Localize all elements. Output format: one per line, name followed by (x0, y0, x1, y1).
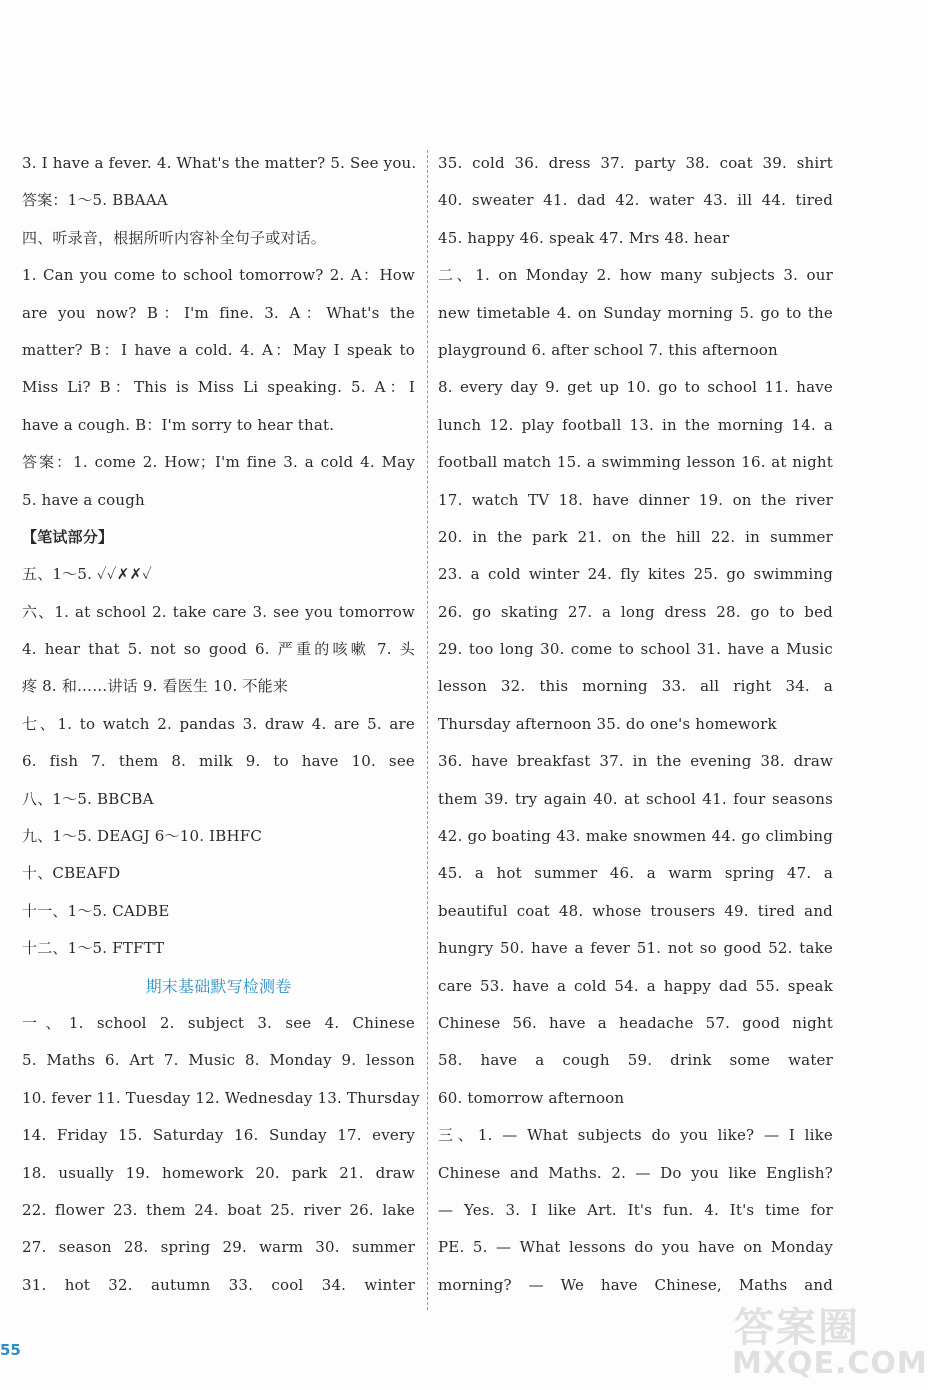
text-line: Chinese 56. have a headache 57. good night (438, 1013, 833, 1032)
text-line: 35. cold 36. dress 37. party 38. coat 39. shirt (438, 154, 833, 172)
watermark-top-text: 答案圈 (734, 1305, 860, 1351)
text-line: 疼 8. 和……讲话 9. 看医生 10. 不能来 (22, 677, 289, 696)
text-line: 45. a hot summer 46. a warm spring 47. a (438, 864, 833, 883)
watermark-logo (728, 1296, 928, 1384)
text-line: them 39. try again 40. at school 41. four seasons (438, 789, 833, 808)
text-line: 18. usually 19. homework 20. park 21. draw (22, 1163, 415, 1182)
text-line: Thursday afternoon 35. do one's homework (438, 714, 777, 733)
text-line: beautiful coat 48. whose trousers 49. tired and (438, 901, 833, 920)
text-line: 答案：1. come 2. How；I'm fine 3. a cold 4. May (22, 453, 415, 472)
right-column (438, 145, 833, 1304)
text-line: — Yes. 3. I like Art. It's fun. 4. It's time for (438, 1200, 833, 1219)
text-line: morning? — We have Chinese, Maths and (438, 1275, 833, 1294)
text-line: 1. Can you come to school tomorrow? 2. A：How (22, 266, 415, 285)
text-line: 45. happy 46. speak 47. Mrs 48. hear (438, 228, 730, 247)
text-line: 10. fever 11. Tuesday 12. Wednesday 13. Thursday (22, 1088, 420, 1107)
text-line: 36. have breakfast 37. in the evening 38. draw (438, 752, 833, 771)
text-line: care 53. have a cold 54. a happy dad 55. speak (438, 976, 833, 995)
text-line: Chinese and Maths. 2. — Do you like English? (438, 1163, 833, 1182)
text-line: 23. a cold winter 24. fly kites 25. go swimming (438, 565, 833, 584)
text-line: 3. I have a fever. 4. What's the matter? 5. See you. (22, 154, 417, 172)
text-line: 14. Friday 15. Saturday 16. Sunday 17. every (22, 1126, 415, 1145)
text-line: 一、1. school 2. subject 3. see 4. Chinese (22, 1013, 415, 1032)
text-line: 22. flower 23. them 24. boat 25. river 26. lake (22, 1200, 415, 1219)
text-line: playground 6. after school 7. this afternoon (438, 340, 778, 359)
text-line: 26. go skating 27. a long dress 28. go to bed (438, 602, 833, 621)
text-line: lesson 32. this morning 33. all right 34. a (438, 677, 833, 696)
text-line: 6. fish 7. them 8. milk 9. to have 10. see (22, 752, 415, 771)
text-line: 二、1. on Monday 2. how many subjects 3. our (438, 266, 833, 285)
text-line: 42. go boating 43. make snowmen 44. go climbing (438, 827, 833, 846)
watermark-bottom-text: MXQE.COM (732, 1346, 928, 1381)
text-line: PE. 5. — What lessons do you have on Monday (438, 1238, 833, 1257)
text-line: 十二、1～5. FTFTT (22, 939, 165, 958)
text-line: have a cough. B：I'm sorry to hear that. (22, 415, 335, 434)
section-heading: 四、听录音，根据所听内容补全句子或对话。 (22, 228, 327, 247)
text-line: 29. too long 30. come to school 31. have a Music (438, 640, 833, 659)
text-line: 5. have a cough (22, 490, 145, 509)
text-line: are you now? B：I'm fine. 3. A：What's the (22, 303, 415, 322)
text-line: 九、1～5. DEAGJ 6～10. IBHFC (22, 827, 263, 846)
text-line: new timetable 4. on Sunday morning 5. go to the (438, 303, 833, 322)
text-line: 八、1～5. BBCBA (22, 789, 154, 808)
text-line: 31. hot 32. autumn 33. cool 34. winter (22, 1275, 415, 1294)
text-line: 5. Maths 6. Art 7. Music 8. Monday 9. lesson (22, 1051, 415, 1070)
text-line: Miss Li? B：This is Miss Li speaking. 5. A：I (22, 378, 415, 397)
text-line: lunch 12. play football 13. in the morning 14. a (438, 415, 833, 434)
text-line: hungry 50. have a fever 51. not so good 52. take (438, 939, 833, 958)
text-line: 60. tomorrow afternoon (438, 1088, 625, 1107)
text-line: 五、1～5. ✓✓✗✗✓ (22, 565, 153, 584)
section-heading: 【笔试部分】 (22, 527, 114, 546)
text-line: 40. sweater 41. dad 42. water 43. ill 44. tired (438, 191, 833, 210)
left-column (22, 145, 420, 1304)
text-line: 三、1. — What subjects do you like? — I like (438, 1126, 833, 1145)
text-line: matter? B：I have a cold. 4. A：May I speak to (22, 340, 415, 359)
text-line: 七、1. to watch 2. pandas 3. draw 4. are 5. are (22, 714, 415, 733)
text-line: 20. in the park 21. on the hill 22. in summer (438, 527, 833, 546)
text-line: 27. season 28. spring 29. warm 30. summer (22, 1238, 415, 1257)
column-divider (427, 150, 428, 1310)
text-line: 8. every day 9. get up 10. go to school 11. have (438, 378, 833, 397)
section-title: 期末基础默写检测卷 (145, 976, 292, 996)
text-line: 十一、1～5. CADBE (22, 901, 170, 920)
text-line: 17. watch TV 18. have dinner 19. on the river (438, 490, 833, 509)
text-line: 答案：1～5. BBAAA (22, 191, 168, 210)
text-line: 六、1. at school 2. take care 3. see you tomorrow (22, 602, 415, 621)
text-line: football match 15. a swimming lesson 16. at night (438, 453, 833, 472)
page-number: 55 (0, 1341, 21, 1359)
text-line: 十、CBEAFD (22, 864, 121, 883)
text-line: 58. have a cough 59. drink some water (438, 1051, 833, 1070)
text-line: 4. hear that 5. not so good 6. 严重的咳嗽 7. 头 (22, 640, 415, 659)
